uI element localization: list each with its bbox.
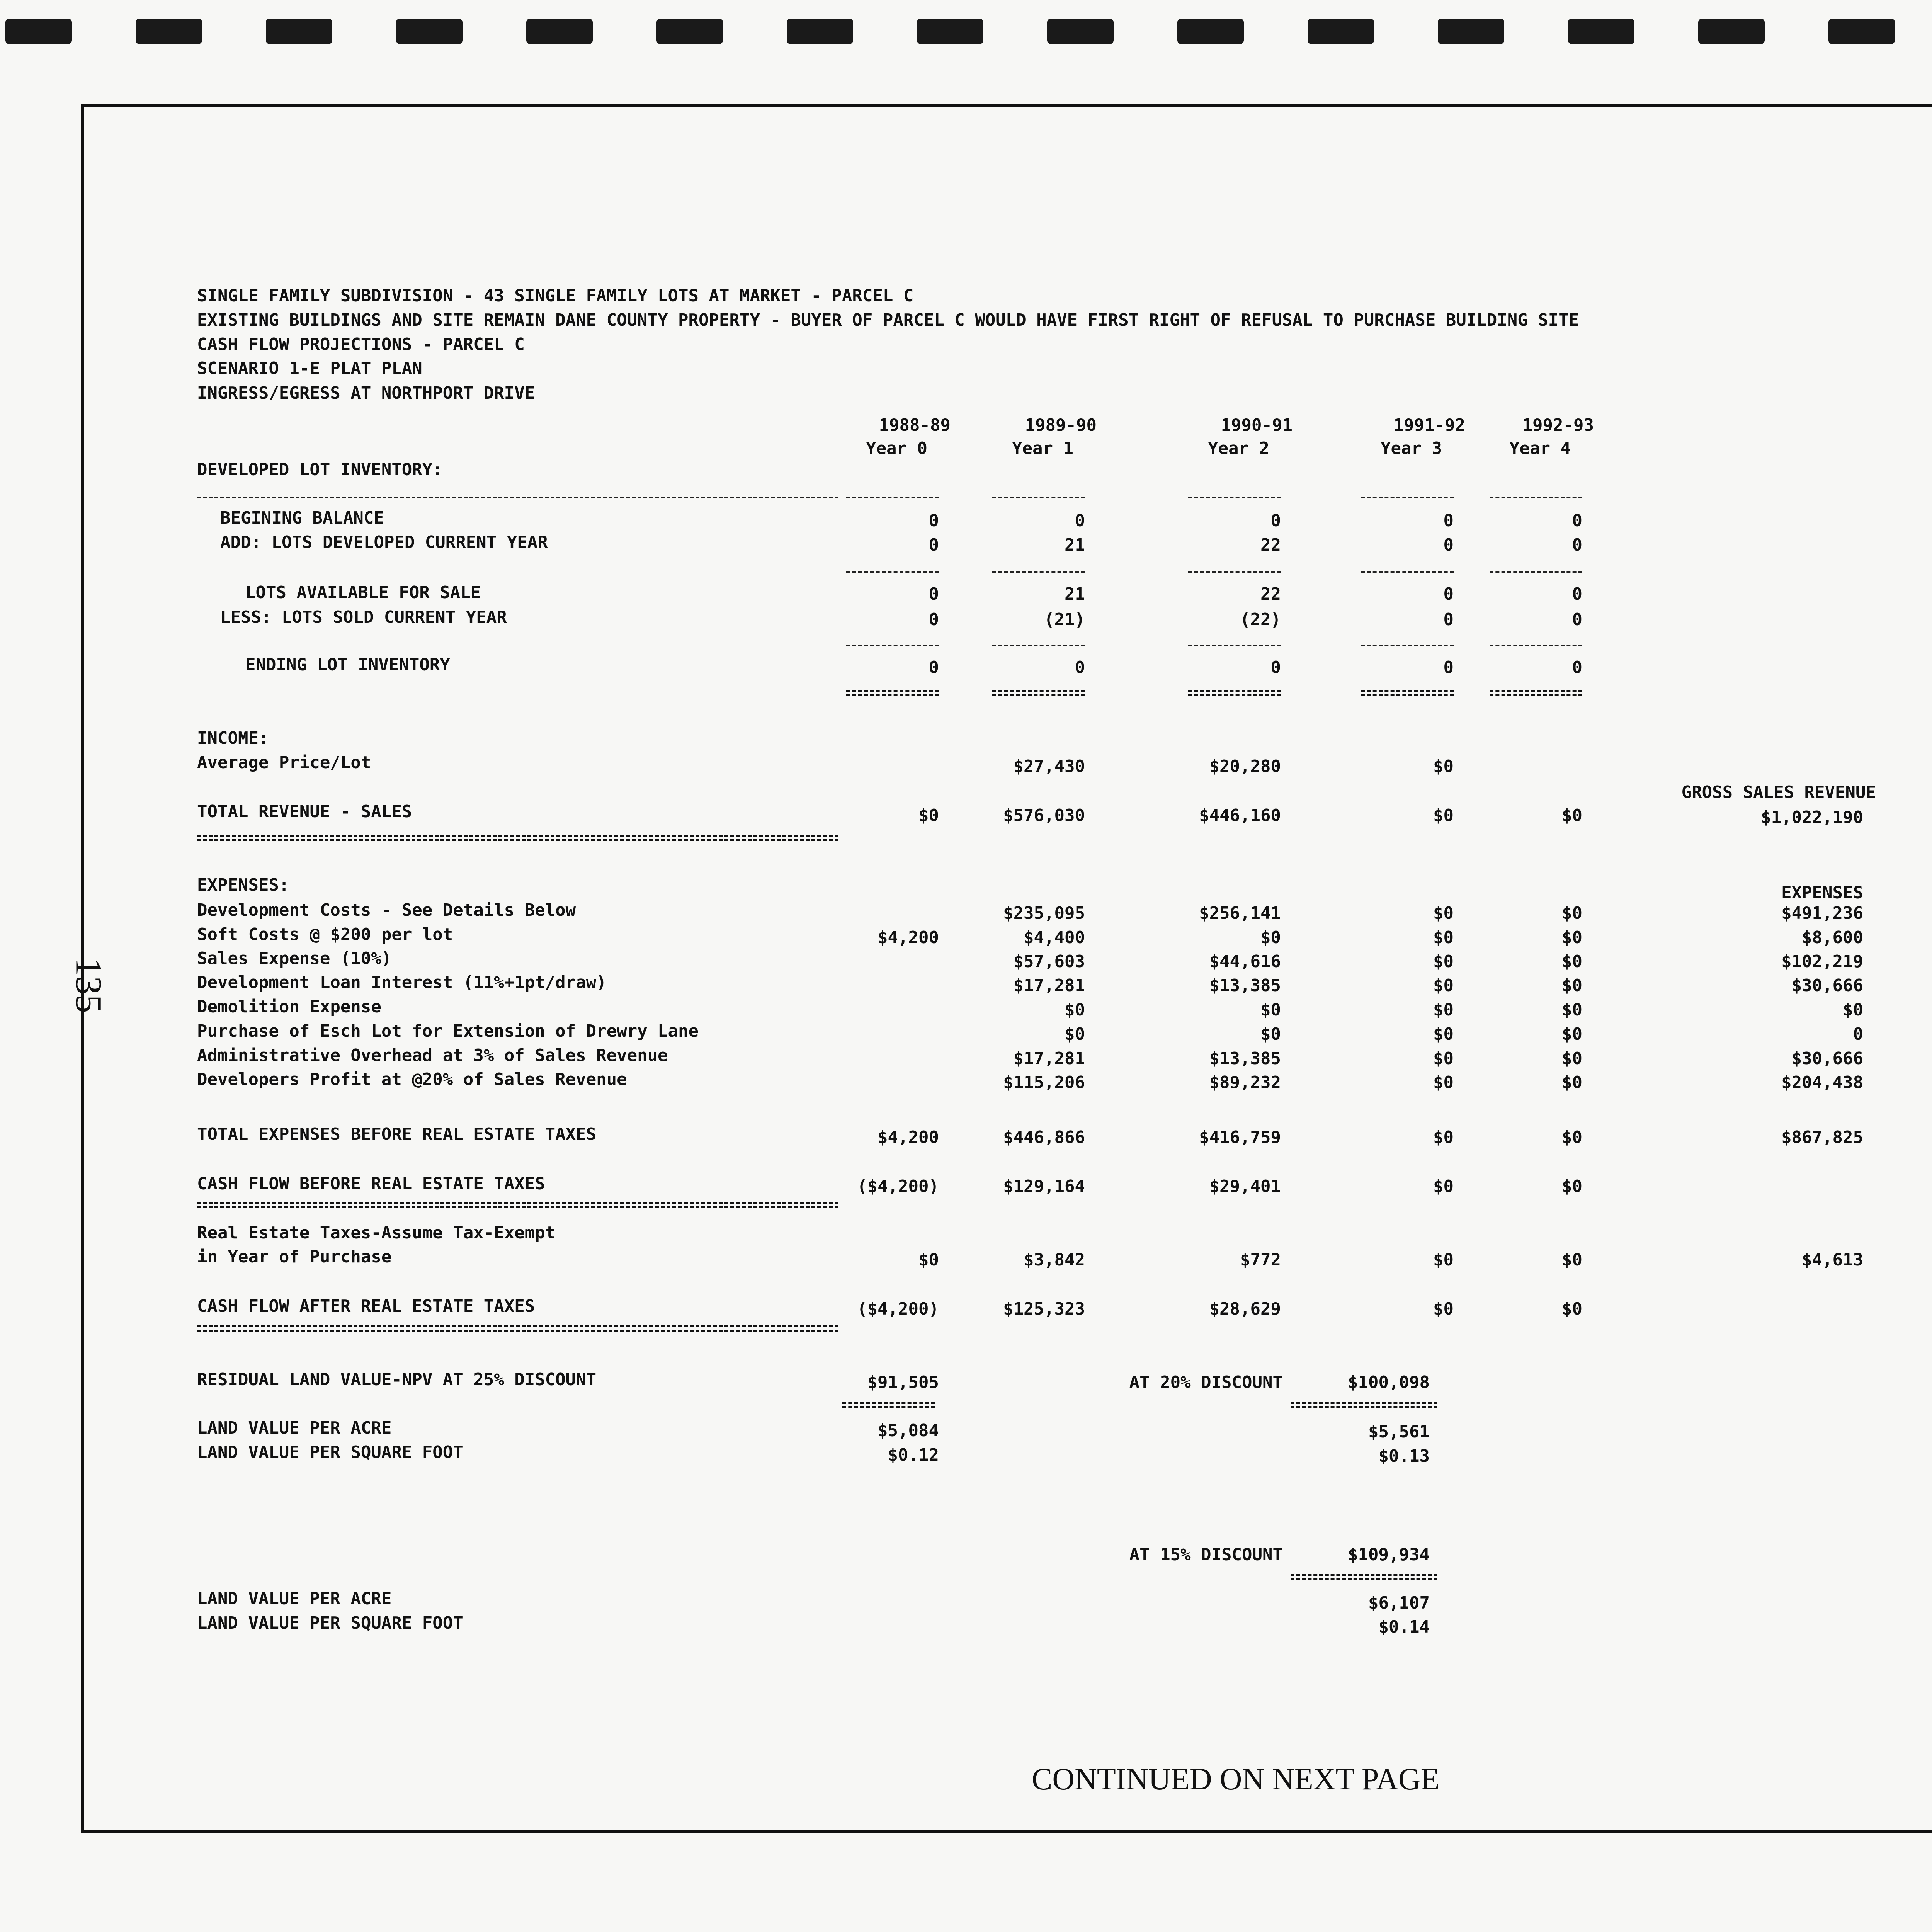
expense-value: $17,281 [1013,1049,1085,1068]
row-value: 0 [929,584,939,604]
row-value: 0 [929,610,939,629]
row-value: 0 [929,535,939,555]
expense-value: $0 [1433,976,1454,995]
expense-value: $115,206 [1003,1073,1085,1092]
expense-value: $0 [1065,1024,1085,1044]
row-value: $0 [1433,806,1454,825]
row-value: 21 [1065,584,1085,604]
column-rule [992,571,1085,573]
expense-value: $0 [1260,1024,1281,1044]
row-value: $0 [1562,1299,1582,1319]
expense-value: $0 [1260,1000,1281,1020]
column-year: Year 2 [1208,439,1269,458]
gross-sales-value: $1,022,190 [1761,808,1863,827]
column-period: 1989-90 [1025,415,1097,435]
expense-value: $0 [1562,928,1582,947]
sprocket-hole [1177,19,1244,44]
row-value: $4,200 [878,1128,939,1147]
expense-label: Demolition Expense [197,997,381,1017]
row-value: $0 [1562,1250,1582,1270]
row-value: (22) [1240,610,1281,629]
column-rule [846,571,939,573]
header-line: SCENARIO 1-E PLAT PLAN [197,359,422,378]
row-value: 0 [1443,511,1454,531]
sprocket-hole [396,19,463,44]
column-rule [992,645,1085,646]
expense-value: $0 [1433,1073,1454,1092]
section-title: INCOME: [197,728,269,748]
row-label: LAND VALUE PER ACRE [197,1589,392,1609]
column-rule [1188,645,1281,646]
expense-value: $0 [1065,1000,1085,1020]
row-value: 0 [1443,535,1454,555]
expense-ratio [1852,1000,1932,1020]
expense-value: $44,616 [1209,952,1281,971]
expense-ratio [1852,1073,1932,1093]
row-value: 0 [1270,511,1281,531]
expense-value: $4,400 [1024,928,1085,947]
expense-label: Development Loan Interest (11%+1pt/draw) [197,973,607,992]
value-rule [1291,1574,1437,1580]
expense-value: $17,281 [1013,976,1085,995]
row-value: (21) [1044,610,1085,629]
npv-value: $91,505 [867,1372,939,1392]
expense-ratio [1852,952,1932,972]
row-value: $416,759 [1199,1128,1281,1147]
expenses-total-header: EXPENSES [1781,883,1863,903]
row-label: RESIDUAL LAND VALUE-NPV AT 25% DISCOUNT [197,1370,597,1389]
page-number: 135 [68,957,110,1013]
row-value: 0 [1572,610,1582,629]
land-value: $5,561 [1368,1422,1430,1442]
column-rule [1361,645,1454,646]
expense-label: Sales Expense (10%) [197,949,392,968]
sprocket-hole [136,19,202,44]
row-value: $0 [1433,1250,1454,1270]
expense-value: $13,385 [1209,1049,1281,1068]
row-value: $0 [1562,1177,1582,1196]
discount-label: AT 15% DISCOUNT [1129,1545,1283,1565]
expense-label: Developers Profit at @20% of Sales Revenue [197,1070,627,1089]
row-label: LAND VALUE PER SQUARE FOOT [197,1613,463,1633]
column-rule [1490,645,1582,646]
row-value: $125,323 [1003,1299,1085,1319]
sprocket-hole [1698,19,1765,44]
expense-ratio [1852,1024,1932,1044]
column-rule [1361,690,1454,696]
row-label: LESS: LOTS SOLD CURRENT YEAR [220,607,507,627]
column-year: Year 0 [866,439,927,458]
row-value: 0 [1572,535,1582,555]
expense-value: $0 [1433,952,1454,971]
gross-sales-label: GROSS SALES REVENUE [1681,782,1876,802]
row-value: 22 [1260,535,1281,555]
expense-total: $30,666 [1791,1049,1863,1068]
row-value: $0 [1562,1128,1582,1147]
row-value: ($4,200) [857,1177,939,1196]
row-value: 0 [1443,584,1454,604]
row-value: $28,629 [1209,1299,1281,1319]
row-value: $576,030 [1003,806,1085,825]
row-label: BEGINING BALANCE [220,508,384,528]
value-rule [1291,1402,1437,1408]
column-rule [846,645,939,646]
header-line: CASH FLOW PROJECTIONS - PARCEL C [197,335,525,354]
row-label: CASH FLOW AFTER REAL ESTATE TAXES [197,1296,535,1316]
expense-value: $13,385 [1209,976,1281,995]
row-value: $29,401 [1209,1177,1281,1196]
expense-ratio [1852,928,1932,948]
expense-value: $0 [1433,1024,1454,1044]
row-value: $27,430 [1013,757,1085,776]
row-value: $20,280 [1209,757,1281,776]
section-rule [197,835,838,841]
column-rule [1490,497,1582,498]
row-value: 0 [929,511,939,531]
sprocket-hole [266,19,332,44]
discount-label: AT 20% DISCOUNT [1129,1372,1283,1392]
column-period: 1990-91 [1221,415,1293,435]
land-value: $0.13 [1378,1446,1430,1466]
row-value: $3,842 [1024,1250,1085,1270]
row-label: in Year of Purchase [197,1247,392,1267]
row-value: 22 [1260,584,1281,604]
row-value: $0 [918,1250,939,1270]
expense-total: $204,438 [1781,1073,1863,1092]
expense-ratio [1852,903,1932,923]
row-label: LAND VALUE PER ACRE [197,1418,392,1438]
expense-value: $0 [1260,928,1281,947]
row-value: 0 [929,658,939,677]
header-line: INGRESS/EGRESS AT NORTHPORT DRIVE [197,383,535,403]
sprocket-hole [1308,19,1374,44]
land-value: $5,084 [878,1421,939,1440]
npv-value: $109,934 [1348,1545,1430,1565]
land-value: $0.12 [888,1445,939,1465]
section-title: DEVELOPED LOT INVENTORY: [197,460,443,480]
expense-value: $0 [1433,1000,1454,1020]
row-label: ENDING LOT INVENTORY [245,655,450,675]
column-rule [1490,571,1582,573]
row-value: $446,866 [1003,1128,1085,1147]
section-title: EXPENSES: [197,875,289,895]
row-label: LOTS AVAILABLE FOR SALE [245,583,481,602]
expense-total: $102,219 [1781,952,1863,971]
expense-value: $0 [1562,1000,1582,1020]
column-year: Year 4 [1509,439,1571,458]
row-value: 0 [1075,511,1085,531]
expenses-ratio-header [1852,883,1932,903]
column-rule [1188,690,1281,696]
column-period: 1988-89 [879,415,951,435]
row-value: $0 [918,806,939,825]
row-value: 0 [1075,658,1085,677]
expense-value: $0 [1562,1049,1582,1068]
expense-label: Administrative Overhead at 3% of Sales Revenue [197,1046,668,1065]
row-value: 0 [1270,658,1281,677]
expense-total: $867,825 [1781,1128,1863,1147]
row-label: Average Price/Lot [197,753,371,772]
expense-total: $8,600 [1802,928,1863,947]
expense-total: $491,236 [1781,903,1863,923]
value-rule [842,1402,935,1408]
expense-value: $0 [1562,952,1582,971]
column-year: Year 3 [1381,439,1442,458]
row-label: TOTAL EXPENSES BEFORE REAL ESTATE TAXES [197,1124,597,1144]
expense-value: $256,141 [1199,903,1281,923]
expense-total: $30,666 [1791,976,1863,995]
expense-value: $0 [1433,1049,1454,1068]
expense-total: 0 [1853,1024,1863,1044]
row-value: 0 [1572,658,1582,677]
expense-label: Soft Costs @ $200 per lot [197,925,453,944]
column-rule [846,497,939,498]
expense-value: $0 [1562,1024,1582,1044]
expense-label: Purchase of Esch Lot for Extension of Drewry Lane [197,1021,699,1041]
section-rule [197,1202,838,1208]
row-label: CASH FLOW BEFORE REAL ESTATE TAXES [197,1174,545,1194]
row-label: TOTAL REVENUE - SALES [197,802,412,821]
header-line: EXISTING BUILDINGS AND SITE REMAIN DANE COUNTY PROPERTY - BUYER OF PARCEL C WOULD HAVE FIRST RIGHT OF REFUSAL TO PURCHASE BUILDING SITE [197,310,1579,330]
expense-value: $0 [1433,928,1454,947]
column-year: Year 1 [1012,439,1073,458]
column-rule [1490,690,1582,696]
row-value: $0 [1562,806,1582,825]
row-value: $0 [1433,1299,1454,1319]
expense-ratio [1852,1250,1932,1270]
expense-value: $0 [1562,1073,1582,1092]
row-value: 21 [1065,535,1085,555]
expense-value: $0 [1562,903,1582,923]
expense-value: $0 [1562,976,1582,995]
row-label: LAND VALUE PER SQUARE FOOT [197,1442,463,1462]
film-sprocket-strip [0,0,1932,62]
row-value: $0 [1433,757,1454,776]
row-value: $0 [1433,1177,1454,1196]
column-period: 1992-93 [1522,415,1594,435]
row-value: 0 [1443,658,1454,677]
expense-value: $89,232 [1209,1073,1281,1092]
expense-total: $4,613 [1802,1250,1863,1270]
expense-label: Development Costs - See Details Below [197,900,576,920]
expense-value: $0 [1433,903,1454,923]
row-value: $129,164 [1003,1177,1085,1196]
sprocket-hole [526,19,593,44]
expense-value: $4,200 [878,928,939,947]
row-value: 0 [1443,610,1454,629]
sprocket-hole [1828,19,1895,44]
row-value: 0 [1572,511,1582,531]
land-value: $0.14 [1378,1617,1430,1637]
row-label: Real Estate Taxes-Assume Tax-Exempt [197,1223,556,1243]
continued-note: CONTINUED ON NEXT PAGE [1032,1762,1440,1796]
column-rule [992,690,1085,696]
expense-value: $235,095 [1003,903,1085,923]
header-line: SINGLE FAMILY SUBDIVISION - 43 SINGLE FAMILY LOTS AT MARKET - PARCEL C [197,286,914,306]
sprocket-hole [917,19,983,44]
expense-total: $0 [1843,1000,1863,1020]
section-rule [197,1325,838,1332]
land-value: $6,107 [1368,1593,1430,1613]
expense-ratio [1852,976,1932,996]
column-rule [1188,571,1281,573]
column-rule [1188,497,1281,498]
expense-value: $57,603 [1013,952,1085,971]
sprocket-hole [1047,19,1114,44]
sprocket-hole [656,19,723,44]
row-label: ADD: LOTS DEVELOPED CURRENT YEAR [220,532,548,552]
row-value: 0 [1572,584,1582,604]
npv-value: $100,098 [1348,1372,1430,1392]
column-rule [1361,571,1454,573]
row-value: $446,160 [1199,806,1281,825]
column-rule [1361,497,1454,498]
row-value: ($4,200) [857,1299,939,1319]
column-period: 1991-92 [1393,415,1465,435]
sprocket-hole [1438,19,1504,44]
sprocket-hole [1568,19,1634,44]
sprocket-hole [787,19,853,44]
section-rule [197,497,838,498]
row-value: $772 [1240,1250,1281,1270]
row-value: $0 [1433,1128,1454,1147]
column-rule [992,497,1085,498]
expense-ratio [1852,1049,1932,1069]
sprocket-hole [5,19,72,44]
column-rule [846,690,939,696]
expense-ratio [1852,1128,1932,1148]
